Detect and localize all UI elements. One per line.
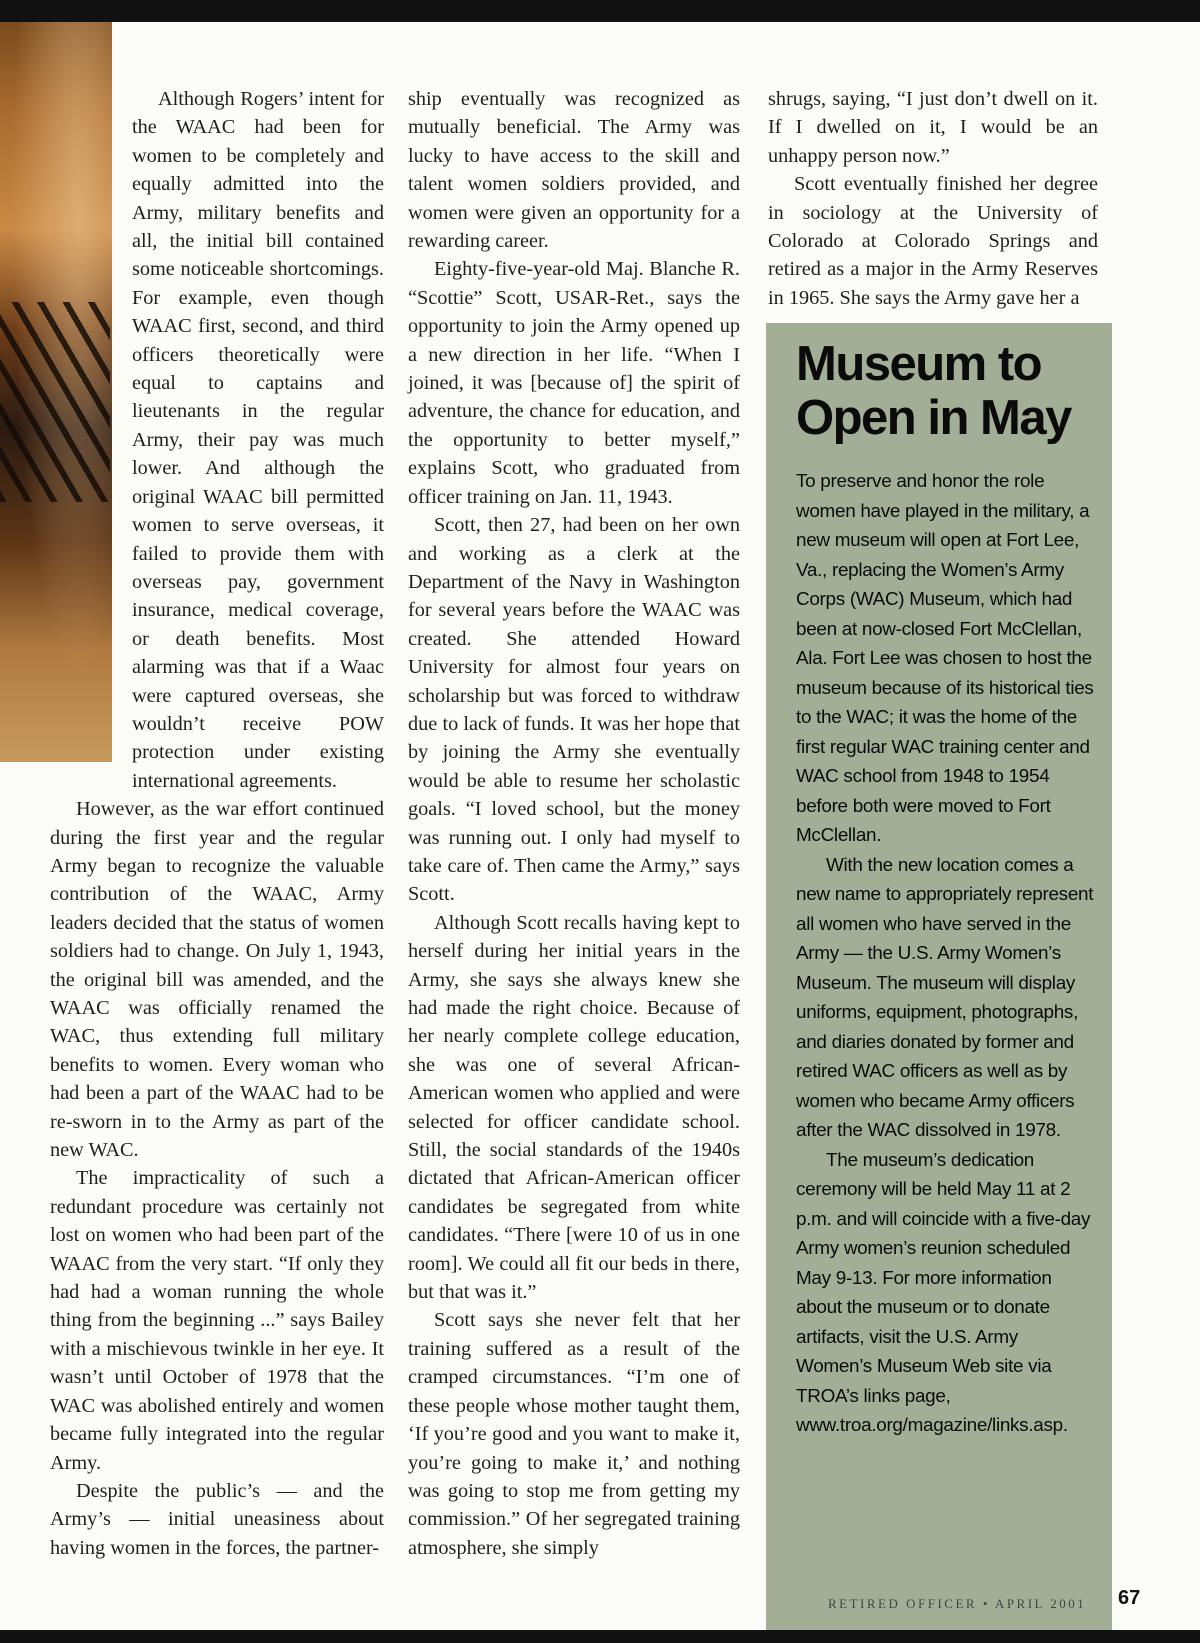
article-column-3 (768, 85, 1098, 312)
article-column-2 (408, 85, 740, 1562)
top-border-bar (0, 0, 1200, 22)
article-paragraph: Although Scott recalls having kept to herself during her initial years in the Army, she says she always knew she had made the right choice. Because of her nearly complete college education, she was one of several African-American women who applied and were selected for officer candidate school. Still, the social standards of the 1940s dictated that African-American officer candidates be segregated from white candidates. “There [were 10 of us in one room]. We could all fit our beds in there, but that was it.” (408, 911, 740, 1304)
article-paragraph: The impracticality of such a redundant procedure was certainly not lost on women who had been part of the WAAC from the very start. “If only they had had a woman running the whole thing from the beginning ...” says Bailey with a mischievous twinkle in her eye. It wasn’t until October of 1978 that the WAC was abolished entirely and women became fully integrated into the regular Army. (50, 1167, 384, 1474)
article-paragraph: Scott, then 27, had been on her own and working as a clerk at the Department of the Navy in Washington for several years before the WAAC was created. She attended Howard University for almost four years on scholarship but was forced to withdraw due to lack of funds. It was her hope that by joining the Army she eventually would be able to resume her scholastic goals. “I loved school, but the money was running out. I only had myself to take care of. Then came the Army,” says Scott. (408, 514, 740, 906)
photo-wrap-space (50, 85, 132, 777)
article-paragraph: Eighty-five-year-old Maj. Blanche R. “Scottie” Scott, USAR-Ret., says the opportunity to join the Army opened up a new direction in her life. “When I joined, it was [because of] the spirit of adventure, the chance for education, and the opportunity to better myself,” explains Scott, who graduated from officer training on Jan. 11, 1943. (408, 258, 740, 508)
sidebar-paragraph: With the new location comes a new name to appropriately represent all women who have served in the Army — the U.S. Army Women’s Museum. The museum will display uniforms, equipment, photographs, and diaries donated by former and retired WAC officers as well as by women who became Army officers after the WAC dissolved in 1978. (796, 854, 1094, 1141)
article-paragraph: Scott eventually finished her degree in sociology at the University of Colorado at Colorado Springs and retired as a major in the Army Reserves in 1965. She says the Army gave her a (768, 173, 1098, 309)
museum-sidebar (766, 323, 1112, 1630)
sidebar-paragraph: To preserve and honor the role women have played in the military, a new museum will open at Fort Lee, Va., replacing the Women’s Army Corps (WAC) Museum, which had been at now-closed Fort McClellan, Ala. Fort Lee was chosen to host the museum because of its historical ties to the WAC; it was the home of the first regular WAC training center and WAC school from 1948 to 1954 before both were moved to Fort McClellan. (796, 471, 1094, 846)
article-paragraph: ship eventually was recognized as mutually beneficial. The Army was lucky to have access to the skill and talent women soldiers provided, and women were given an opportunity for a rewarding career. (408, 88, 740, 253)
article-paragraph: Despite the public’s — and the Army’s — initial uneasiness about having women in the forces, the partner- (50, 1479, 384, 1559)
publication-footer: RETIRED OFFICER • APRIL 2001 (828, 1596, 1087, 1611)
article-paragraph: Scott says she never felt that her training suffered as a result of the cramped circumstances. “I’m one of these people whose mother taught them, ‘If you’re good and you want to make it, you’re going to make it,’ and nothing was going to stop me from getting my commission.” Of her segregated training atmosphere, she simply (408, 1309, 740, 1559)
page-number: 67 (1118, 1587, 1141, 1609)
article-paragraph: However, as the war effort continued during the first year and the regular Army began to recognize the valuable contribution of the WAAC, Army leaders decided that the status of women soldiers had to change. On July 1, 1943, the original bill was amended, and the WAAC was officially renamed the WAC, thus extending full military benefits to women. Every woman who had been a part of the WAAC had to be re-sworn in to the Army as part of the new WAC. (50, 798, 384, 1162)
article-column-1 (50, 85, 384, 1562)
sidebar-paragraph: The museum’s dedication ceremony will be held May 11 at 2 p.m. and will coincide with a five-day Army women’s reunion scheduled May 9-13. For more information about the museum or to donate artifacts, visit the U.S. Army Women’s Museum Web site via TROA’s links page, www.troa.org/magazine/links.asp. (796, 1149, 1091, 1436)
article-paragraph: shrugs, saying, “I just don’t dwell on it. If I dwelled on it, I would be an unhappy person now.” (768, 88, 1098, 167)
sidebar-title: Museum to Open in May (796, 337, 1071, 445)
article-paragraph: Although Rogers’ intent for the WAAC had been for women to be completely and equally admitted into the Army, military benefits and all, the initial bill contained some noticeable shortcomings. For example, even though WAAC first, second, and third officers theoretically were equal to captains and lieutenants in the regular Army, their pay was much lower. And although the original WAAC bill permitted women to serve overseas, it failed to provide them with overseas pay, government insurance, medical coverage, or death benefits. Most alarming was that if a Waac were captured overseas, she wouldn’t receive POW protection under existing international agreements. (132, 88, 384, 792)
bottom-border-bar (0, 1630, 1200, 1643)
